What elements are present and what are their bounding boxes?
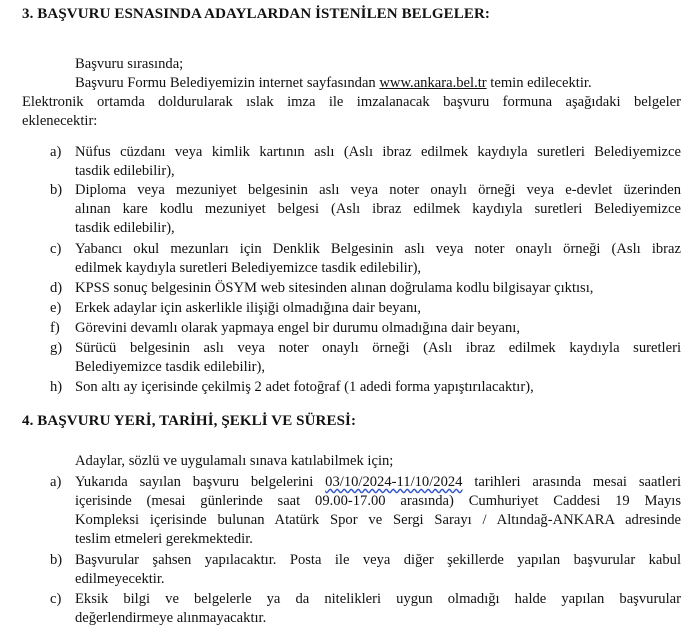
list-item [75, 378, 681, 397]
website-link[interactable]: www.ankara.bel.tr [379, 75, 487, 91]
item-a-text-pre: Yukarıda sayılan başvuru belgelerini [75, 474, 314, 490]
list-item-line: Belediyemizce tasdik edilebilir), [75, 359, 266, 375]
list-item-line: Nüfus cüzdanı veya kimlik kartının aslı (Aslı ibraz edilmek kaydıyla suretleri Belediyemizce [75, 144, 681, 160]
list-item-line: edilmek kaydıyla suretleri Belediyemizce tasdik edilebilir), [75, 260, 422, 276]
list-item-label: b) [50, 552, 63, 568]
intro-2-text-b: temin edilecektir. [490, 75, 592, 91]
list-item-line: teslim etmeleri gerekmektedir. [75, 531, 253, 547]
item-a-text-post: tarihleri arasında mesai saatleri [474, 474, 681, 490]
list-item [75, 590, 681, 628]
list-item-line: Görevini devamlı olarak yapmaya engel bir durumu olmadığına dair beyanı, [75, 320, 520, 336]
list-item-line: Kompleksi içerisinde bulunan Atatürk Spor ve Sergi Sarayı / Altındağ-ANKARA adresinde [75, 512, 681, 528]
list-item-line: Başvurular şahsen yapılacaktır. Posta ile veya diğer şekillerde yapılan başvurular kabul [75, 552, 681, 568]
list-item-line: Yabancı okul mezunları için Denklik Belgesinin aslı veya noter onaylı örneği (Aslı ibraz [75, 241, 681, 257]
list-item-line: Diploma veya mezuniyet belgesinin aslı veya noter onaylı örneği veya e-devlet üzerinden [75, 182, 681, 198]
list-item [75, 240, 681, 278]
list-item [75, 319, 681, 338]
section-4-intro: Adaylar, sözlü ve uygulamalı sınava katılabilmek için; [75, 453, 394, 469]
list-item [75, 181, 681, 238]
list-item-label: d) [50, 280, 63, 296]
list-item-label: c) [50, 591, 62, 607]
list-item [75, 299, 681, 318]
section-3-intro-4: eklenecektir: [22, 113, 98, 129]
list-item-label: h) [50, 379, 63, 395]
list-item-label: c) [50, 241, 62, 257]
list-item [75, 473, 681, 549]
list-item [75, 339, 681, 377]
list-item-line: içerisinde (mesai günlerinde saat 09.00-17.00 arasında) Cumhuriyet Caddesi 19 Mayıs [75, 493, 681, 509]
list-item-line: Son altı ay içerisinde çekilmiş 2 adet fotoğraf (1 adedi forma yapıştırılacaktır), [75, 379, 534, 395]
list-item-line: KPSS sonuç belgesinin ÖSYM web sitesinden alınan doğrulama kodlu bilgisayar çıktısı, [75, 280, 594, 296]
list-item [75, 551, 681, 589]
intro-2-text-a: Başvuru Formu Belediyemizin internet sayfasından [75, 75, 376, 91]
date-range: 03/10/2024-11/10/2024 [325, 474, 463, 490]
list-item-line: Eksik bilgi ve belgelerle ya da nitelikleri uygun olmadığı halde yapılan başvurular [75, 591, 681, 607]
list-item-label: a) [50, 474, 62, 490]
section-3-heading: 3. BAŞVURU ESNASINDA ADAYLARDAN İSTENİLEN BELGELER: [22, 6, 490, 22]
section-3-intro-1: Başvuru sırasında; [75, 56, 184, 72]
list-item-line: Erkek adaylar için askerlikle ilişiği olmadığına dair beyanı, [75, 300, 422, 316]
list-item-line: edilmeyecektir. [75, 571, 165, 587]
list-item-line: tasdik edilebilir), [75, 220, 175, 236]
list-item-line: değerlendirmeye alınmayacaktır. [75, 610, 267, 626]
list-item [75, 143, 681, 181]
list-item-line: Sürücü belgesinin aslı veya noter onaylı örneği (Aslı ibraz edilmek kaydıyla suretleri [75, 340, 681, 356]
list-item [75, 279, 681, 298]
list-item-label: a) [50, 144, 62, 160]
list-item-label: g) [50, 340, 63, 356]
section-3-intro-2 [75, 74, 592, 93]
section-3-intro-3: Elektronik ortamda doldurularak ıslak imza ile imzalanacak başvuru formuna aşağıdaki belgeler [22, 94, 681, 110]
list-item-label: b) [50, 182, 63, 198]
list-item-line [75, 473, 681, 492]
list-item-label: e) [50, 300, 62, 316]
section-4-heading: 4. BAŞVURU YERİ, TARİHİ, ŞEKLİ VE SÜRESİ: [22, 413, 357, 429]
list-item-line: tasdik edilebilir), [75, 163, 175, 179]
list-item-line: alınan kare kodlu mezuniyet belgesi (Aslı ibraz edilmek kaydıyla suretleri Belediyemizce [75, 201, 681, 217]
list-item-label: f) [50, 320, 60, 336]
